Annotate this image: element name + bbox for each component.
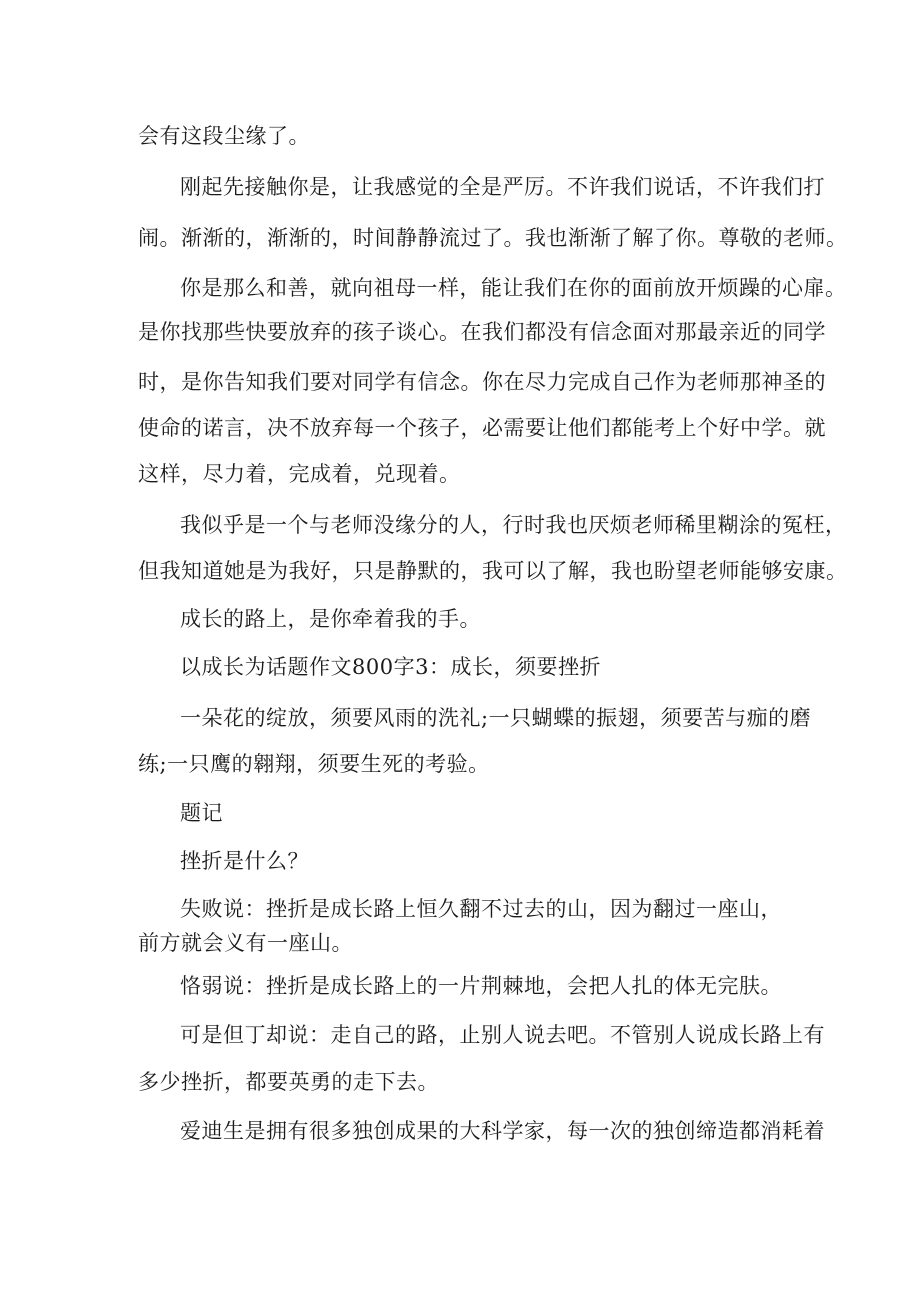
text-line: 会有这段尘缘了。: [138, 124, 310, 148]
paragraph-start: 刚起先接触你是，让我感觉的全是严厉。不许我们说话，不许我们打: [180, 175, 825, 199]
text-line: 前方就会义有一座山。: [138, 931, 353, 955]
paragraph-start: 恪弱说：挫折是成长路上的一片荆棘地，会把人扎的体无完肤。: [180, 974, 782, 998]
paragraph-start: 爱迪生是拥有很多独创成果的大科学家，每一次的独创缔造都消耗着: [180, 1119, 825, 1143]
paragraph-start: 失败说：挫折是成长路上恒久翻不过去的山，因为翻过一座山，: [180, 897, 782, 921]
text-line: 闹。渐渐的，渐渐的，时间静静流过了。我也渐渐了解了你。尊敬的老师。: [138, 226, 848, 250]
epigraph-label: 题记: [180, 801, 223, 825]
paragraph-start: 挫折是什么？: [180, 849, 309, 873]
text-line: 多少挫折，都要英勇的走下去。: [138, 1070, 439, 1094]
text-line: 时，是你告知我们要对同学有信念。你在尽力完成自己作为老师那神圣的: [138, 370, 826, 394]
paragraph-start: 一朵花的绽放，须要风雨的洗礼;一只蝴蝶的振翅，须要苦与痂的磨: [180, 706, 812, 730]
paragraph-start: 可是但丁却说：走自己的路，止别人说去吧。不管别人说成长路上有: [180, 1023, 825, 1047]
paragraph-start: 成长的路上，是你牵着我的手。: [180, 607, 481, 631]
text-line: 是你找那些快要放弃的孩子谈心。在我们都没有信念面对那最亲近的同学: [138, 320, 826, 344]
text-line: 练;一只鹰的翱翔，须要生死的考验。: [138, 752, 490, 776]
essay-heading: 以成长为话题作文800字3：成长，须要挫折: [180, 655, 601, 679]
text-line: 使命的诺言，决不放弃每一个孩子，必需要让他们都能考上个好中学。就: [138, 416, 826, 440]
text-line: 但我知道她是为我好，只是静默的，我可以了解，我也盼望老师能够安康。: [138, 559, 848, 583]
paragraph-start: 我似乎是一个与老师没缘分的人，行时我也厌烦老师稀里糊涂的冤枉，: [180, 513, 847, 537]
text-line: 这样，尽力着，完成着，兑现着。: [138, 462, 461, 486]
paragraph-start: 你是那么和善，就向祖母一样，能让我们在你的面前放开烦躁的心扉。: [180, 276, 847, 300]
